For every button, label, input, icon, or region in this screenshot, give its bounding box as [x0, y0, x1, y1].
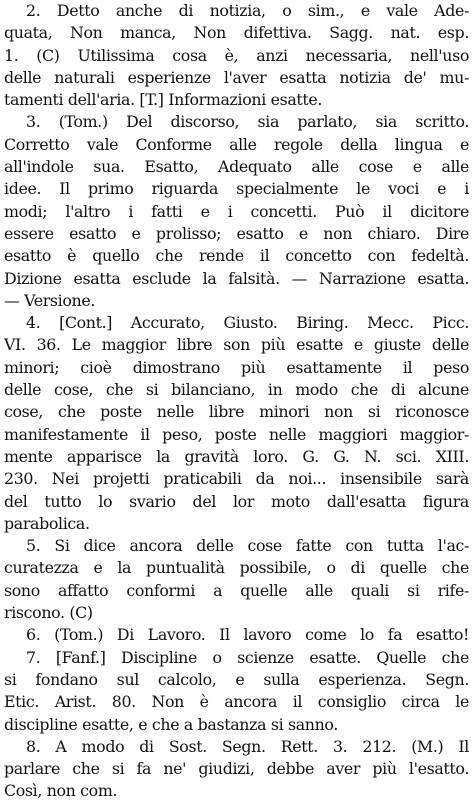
text-line: delle naturali esperienze l'aver esatta notizia de' mu-: [4, 67, 469, 87]
text-line: 2. Detto anche di notizia, o sim., e vale Ade-: [26, 1, 469, 20]
text-line: 7. [Fanf.] Discipline o scienze esatte. Quelle che: [26, 647, 469, 667]
text-line: mente apparisce la gravità loro. G. G. N. sci. XIII.: [4, 446, 469, 466]
text-line: Corretto vale Conforme alle regole della lingua e: [4, 134, 469, 154]
text-line: delle cose, che si bilanciano, in modo che di alcune: [4, 380, 469, 400]
text-line: quata, Non manca, Non difettiva. Sagg. nat. esp.: [4, 23, 469, 43]
text-line: Così, non com.: [4, 781, 118, 801]
text-line: riscono. (C): [4, 603, 93, 623]
text-line: sono affatto conformi a quelle alle quali si rife-: [4, 580, 469, 600]
text-line: parlare che si fa ne' giudizi, debbe aver più l'esatto.: [4, 759, 469, 779]
text-line: tamenti dell'aria. [T.] Informazioni esatte.: [4, 90, 323, 110]
text-line: si fondano sul calcolo, e sulla esperienza. Segn.: [4, 669, 469, 689]
text-line: curatezza e la puntualità possibile, o di quelle che: [4, 558, 469, 578]
text-line: 5. Si dice ancora delle cose fatte con tutta l'ac-: [26, 536, 469, 556]
text-line: parabolica.: [4, 513, 90, 533]
text-line: modi; l'altro i fatti e i concetti. Può il dicitore: [4, 201, 469, 221]
dictionary-page: [4, 0, 469, 801]
text-line: discipline esatte, e che a bastanza si sanno.: [4, 714, 338, 734]
text-line: esatto è quello che rende il concetto con fedeltà.: [4, 246, 469, 266]
text-line: cose, che poste nelle libre minori non si riconosce: [4, 402, 469, 422]
text-line: essere esatto e prolisso; esatto e non chiaro. Dire: [4, 223, 469, 243]
text-line: Dizione esatta esclude la falsità. — Narrazione esatta.: [4, 268, 469, 288]
text-line: — Versione.: [4, 290, 96, 310]
text-line: manifestamente il peso, poste nelle maggiori maggior-: [4, 424, 469, 444]
text-line: 1. (C) Utilissima cosa è, anzi necessaria, nell'uso: [4, 45, 469, 65]
text-line: 6. (Tom.) Di Lavoro. Il lavoro come lo fa esatto!: [26, 625, 469, 645]
text-line: all'indole sua. Esatto, Adequato alle cose e alle: [4, 157, 469, 177]
text-line: 8. A modo di Sost. Segn. Rett. 3. 212. (M.) Il: [26, 736, 469, 756]
text-line: idee. Il primo riguarda specialmente le voci e i: [4, 179, 469, 199]
text-line: 3. (Tom.) Del discorso, sia parlato, sia scritto.: [26, 112, 469, 132]
text-line: minori; cioè dimostrano più esattamente il peso: [4, 357, 469, 377]
text-column: [4, 0, 469, 803]
text-line: Etic. Arist. 80. Non è ancora il consiglio circa le: [4, 692, 469, 712]
text-line: del tutto lo svario del lor moto dall'esatta figura: [4, 491, 469, 511]
text-line: 230. Nei projetti praticabili da noi... insensibile sarà: [4, 469, 469, 489]
text-line: VI. 36. Le maggior libre son più esatte e giuste delle: [4, 335, 469, 355]
text-line: 4. [Cont.] Accurato, Giusto. Biring. Mecc. Picc.: [26, 313, 469, 333]
